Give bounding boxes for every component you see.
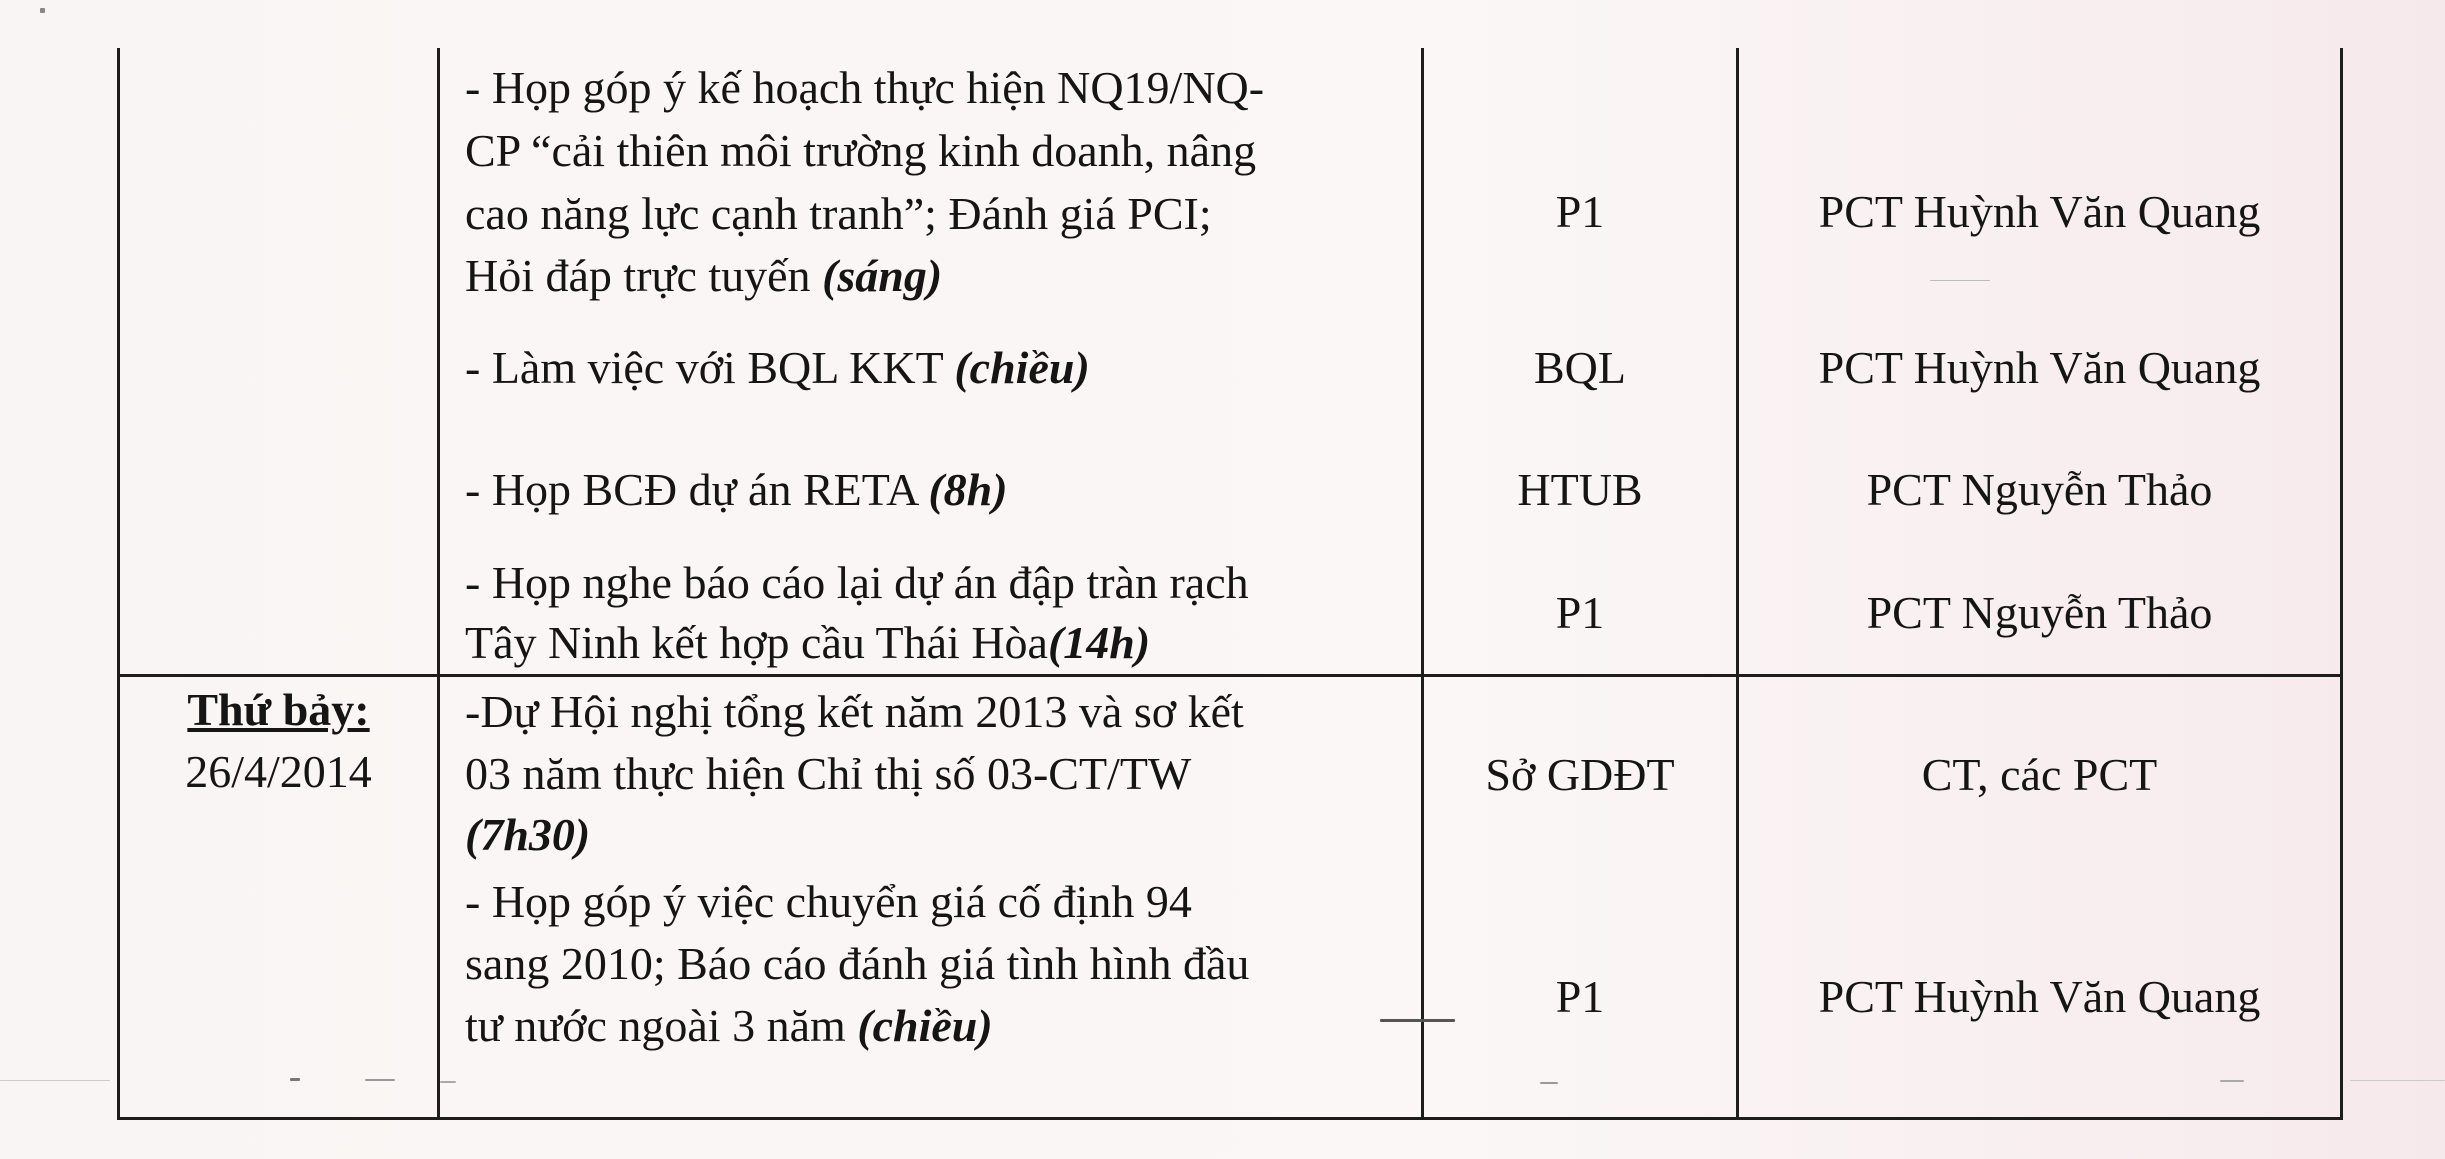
scan-speck	[2220, 1080, 2244, 1082]
activity-1-text-1: - Họp góp ý kế hoạch thực hiện NQ19/NQ-	[465, 62, 1265, 113]
activity-5-line-2	[465, 745, 1191, 803]
scan-speck	[1380, 1019, 1455, 1022]
scan-speck	[1540, 1082, 1558, 1084]
activity-1-text-3: cao năng lực cạnh tranh”; Đánh giá PCI;	[465, 188, 1212, 239]
activity-1-text-2: CP “cải thiên môi trường kinh doanh, nâng	[465, 125, 1257, 176]
activity-1-line-1	[465, 59, 1264, 117]
activity-1-line-4	[465, 247, 942, 305]
scan-speck	[440, 1081, 456, 1083]
activity-3-person: PCT Nguyễn Thảo	[1866, 464, 2213, 515]
activity-1-location: P1	[1555, 186, 1605, 237]
scan-speck	[2350, 1080, 2445, 1081]
activity-1-line-3	[465, 185, 1212, 243]
activity-3-text-1: - Họp BCĐ dự án RETA	[465, 464, 929, 515]
activity-5-text-2: 03 năm thực hiện Chỉ thị số 03-CT/TW	[465, 748, 1192, 799]
activity-2-location: BQL	[1534, 342, 1626, 393]
scan-speck	[365, 1079, 395, 1081]
activity-1-time: (sáng)	[822, 250, 943, 301]
activity-6-location: P1	[1555, 971, 1605, 1022]
table-row-divider	[117, 674, 2343, 677]
activity-3-time: (8h)	[928, 464, 1008, 515]
activity-4-text-1: - Họp nghe báo cáo lại dự án đập tràn rạch	[465, 557, 1249, 608]
activity-4-line-1	[465, 554, 1249, 612]
activity-6-line-1	[465, 873, 1192, 931]
table-bottom-border	[117, 1117, 2343, 1120]
activity-6-time: (chiều)	[857, 1000, 993, 1051]
table-right-border	[2340, 48, 2343, 1120]
activity-3-location: HTUB	[1517, 464, 1643, 515]
activity-6-text-3: tư nước ngoài 3 năm	[465, 1000, 858, 1051]
activity-5-time: (7h30)	[465, 809, 591, 860]
day-label: Thứ bảy:	[187, 684, 370, 735]
activity-1-person: PCT Huỳnh Văn Quang	[1818, 186, 2261, 237]
activity-5-line-3	[465, 806, 590, 864]
activity-4-time: (14h)	[1047, 617, 1151, 668]
activity-1-text-4: Hỏi đáp trực tuyến	[465, 250, 823, 301]
scan-speck	[0, 1080, 110, 1081]
activity-2-line-1	[465, 339, 1090, 397]
activity-2-text-1: - Làm việc với BQL KKT	[465, 342, 955, 393]
activity-5-person: CT, các PCT	[1921, 749, 2158, 800]
activity-4-line-2	[465, 614, 1150, 672]
activity-5-line-1	[465, 683, 1244, 741]
activity-6-line-3	[465, 997, 993, 1055]
activity-2-time: (chiều)	[954, 342, 1090, 393]
activity-6-text-1: - Họp góp ý việc chuyển giá cố định 94	[465, 876, 1192, 927]
activity-6-person: PCT Huỳnh Văn Quang	[1818, 971, 2261, 1022]
activity-6-line-2	[465, 935, 1249, 993]
day-date: 26/4/2014	[185, 746, 372, 797]
activity-4-location: P1	[1555, 587, 1605, 638]
scan-speck	[1930, 280, 1990, 281]
scan-speck	[290, 1078, 300, 1081]
activity-6-text-2: sang 2010; Báo cáo đánh giá tình hình đầu	[465, 938, 1250, 989]
activity-5-location: Sở GDĐT	[1485, 749, 1675, 800]
activity-1-line-2	[465, 122, 1256, 180]
table-col-divider-1	[437, 48, 440, 1120]
activity-4-text-2: Tây Ninh kết hợp cầu Thái Hòa	[465, 617, 1048, 668]
activity-5-text-1: -Dự Hội nghị tổng kết năm 2013 và sơ kết	[465, 686, 1244, 737]
activity-2-person: PCT Huỳnh Văn Quang	[1818, 342, 2261, 393]
table-left-border	[117, 48, 120, 1120]
activity-4-person: PCT Nguyễn Thảo	[1866, 587, 2213, 638]
activity-3-line-1	[465, 461, 1008, 519]
scan-speck	[40, 8, 45, 13]
